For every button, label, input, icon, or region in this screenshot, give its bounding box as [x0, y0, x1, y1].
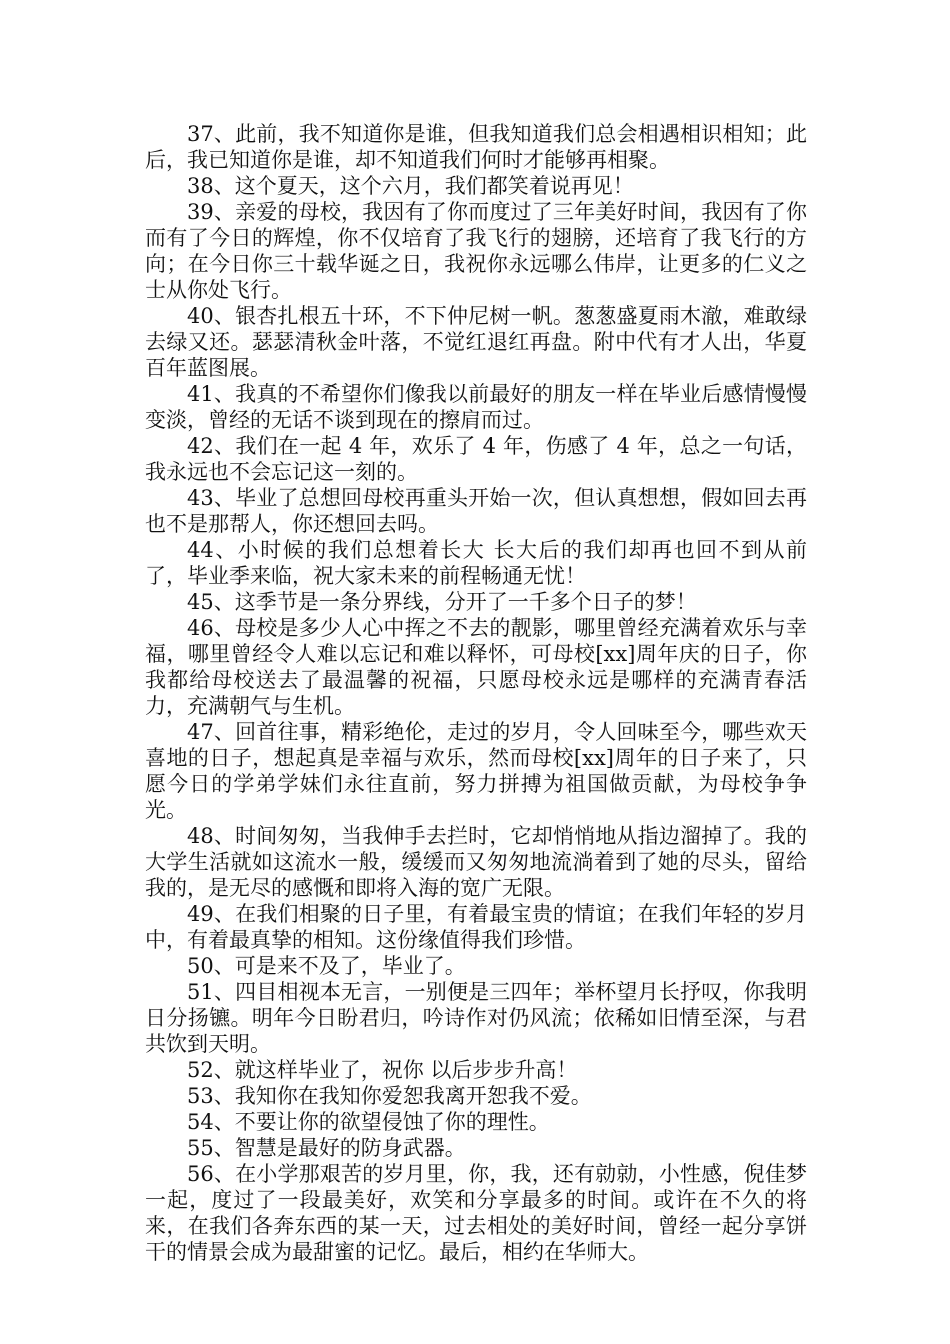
paragraph-38: 38、这个夏天，这个六月，我们都笑着说再见！ [187, 174, 634, 198]
paragraph-43: 43、毕业了总想回母校再重头开始一次，但认真想想，假如回去再也不是那帮人，你还想回去吗。 [145, 486, 807, 536]
paragraph-56: 56、在小学那艰苦的岁月里，你，我，还有勍勍，小性感，倪佳梦一起，度过了一段最美好，欢笑和分享最多的时间。或许在不久的将来，在我们各奔东西的某一天，过去相处的美好时间，曾经一起分享饼干的情景会成为最甜蜜的记忆。最后，相约在华师大。 [145, 1162, 807, 1264]
paragraph-47: 47、回首往事，精彩绝伦，走过的岁月，令人回味至今，哪些欢天喜地的日子，想起真是幸福与欢乐，然而母校[xx]周年的日子来了，只愿今日的学弟学妹们永往直前，努力拼搏为祖国做贡献，为母校争争光。 [145, 720, 807, 822]
paragraph-42: 42、我们在一起 4 年，欢乐了 4 年，伤感了 4 年，总之一句话，我永远也不会忘记这一刻的。 [145, 434, 807, 484]
paragraph-48: 48、时间匆匆，当我伸手去拦时，它却悄悄地从指边溜掉了。我的大学生活就如这流水一般，缓缓而又匆匆地流淌着到了她的尽头，留给我的，是无尽的感慨和即将入海的宽广无限。 [145, 824, 807, 900]
paragraph-44: 44、小时候的我们总想着长大 长大后的我们却再也回不到从前了，毕业季来临，祝大家未来的前程畅通无忧！ [145, 538, 807, 588]
paragraph-37: 37、此前，我不知道你是谁，但我知道我们总会相遇相识相知；此后，我已知道你是谁，却不知道我们何时才能够再相聚。 [145, 122, 807, 172]
paragraph-52: 52、就这样毕业了，祝你 以后步步升高！ [187, 1058, 578, 1082]
paragraph-40: 40、银杏扎根五十环，不下仲尼树一帆。葱葱盛夏雨木澈，难敢绿去绿又还。瑟瑟清秋金叶落，不觉红退红再盘。附中代有才人出，华夏百年蓝图展。 [145, 304, 807, 380]
paragraph-50: 50、可是来不及了，毕业了。 [187, 954, 466, 978]
paragraph-41: 41、我真的不希望你们像我以前最好的朋友一样在毕业后感情慢慢变淡，曾经的无话不谈到现在的擦肩而过。 [145, 382, 807, 432]
paragraph-55: 55、智慧是最好的防身武器。 [187, 1136, 466, 1160]
paragraph-46: 46、母校是多少人心中挥之不去的靓影，哪里曾经充满着欢乐与幸福，哪里曾经令人难以忘记和难以释怀，可母校[xx]周年庆的日子，你我都给母校送去了最温馨的祝福，只愿母校永远是哪样的充满青春活力，充满朝气与生机。 [145, 616, 807, 718]
paragraph-49: 49、在我们相聚的日子里，有着最宝贵的情谊；在我们年轻的岁月中，有着最真挚的相知。这份缘值得我们珍惜。 [145, 902, 807, 952]
paragraph-54: 54、不要让你的欲望侵蚀了你的理性。 [187, 1110, 550, 1134]
paragraph-45: 45、这季节是一条分界线，分开了一千多个日子的梦！ [187, 590, 697, 614]
paragraph-53: 53、我知你在我知你爱恕我离开恕我不爱。 [187, 1084, 592, 1108]
paragraph-39: 39、亲爱的母校，我因有了你而度过了三年美好时间，我因有了你而有了今日的辉煌，你不仅培育了我飞行的翅膀，还培育了我飞行的方向；在今日你三十载华诞之日，我祝你永远哪么伟岸，让更多的仁义之士从你处飞行。 [145, 200, 807, 302]
paragraph-51: 51、四目相视本无言，一别便是三四年；举杯望月长抒叹，你我明日分扬镳。明年今日盼君归，吟诗作对仍风流；依稀如旧情至深，与君共饮到天明。 [145, 980, 807, 1056]
document-body [145, 121, 807, 1265]
